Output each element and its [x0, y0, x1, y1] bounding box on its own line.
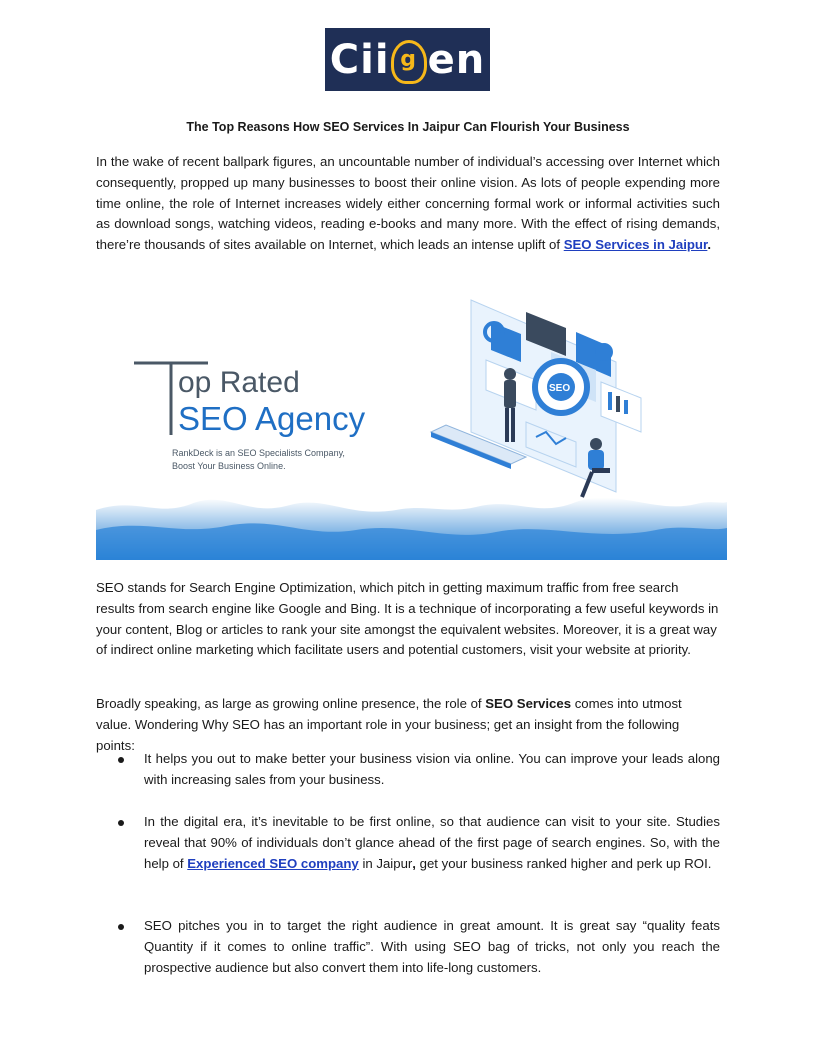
seo-services-bold: SEO Services — [485, 696, 572, 711]
banner-subtitle-line1: RankDeck is an SEO Specialists Company, — [172, 448, 345, 458]
seo-illustration — [431, 300, 641, 497]
banner-heading-line1: op Rated — [178, 366, 300, 399]
list-item — [144, 812, 720, 874]
bullet2-comma: , — [412, 855, 416, 871]
para3-text-pre: Broadly speaking, as large as growing online presence, the role of — [96, 696, 486, 711]
list-item: It helps you out to make better your business vision via online. You can improve your leads along with increasing sales from your business. — [144, 751, 720, 787]
cloud-decoration — [96, 498, 727, 560]
list-item: SEO pitches you in to target the right audience in great amount. It is great say “quality feats Quantity if it comes to online traffic”. With using SEO bag of tricks, not only you reach the prospective audience but also convert them into life-long customers. — [144, 918, 720, 975]
intro-paragraph — [96, 152, 720, 256]
banner-heading — [134, 363, 366, 471]
bullet-marker — [118, 820, 124, 826]
bullet-marker — [118, 757, 124, 763]
seo-badge-label: SEO — [549, 383, 571, 394]
logo-text-post: en — [427, 36, 486, 83]
seo-services-jaipur-link[interactable]: SEO Services in Jaipur — [563, 237, 708, 253]
seo-agency-banner — [96, 292, 727, 560]
para3-text-post: comes into utmost value. Wondering Why SEO has an important role in your business; get an insight from the following points: — [96, 696, 682, 753]
banner-subtitle-line2: Boost Your Business Online. — [172, 461, 286, 471]
seo-importance-paragraph — [96, 694, 720, 756]
experienced-seo-company-link[interactable]: Experienced SEO company — [187, 855, 359, 871]
intro-end: . — [707, 237, 712, 253]
banner-heading-line2: SEO Agency — [178, 400, 366, 437]
seo-definition-paragraph: SEO stands for Search Engine Optimization, which pitch in getting maximum traffic from free search results from search engine like Google and Bing. It is a technique of incorporating a few useful keywords in your content, Blog or articles to rank your site amongst the equivalent websites. Moreover, it is a great way of indirect online marketing which facilitate users and potential customers, visit your website at priority. — [96, 580, 719, 658]
intro-text: In the wake of recent ballpark figures, an uncountable number of individual’s accessing over Internet which consequently, propped up many businesses to boost their online vision. As lots of people expending more time online, the role of Internet increases widely either concerning formal work or informal activities such as download songs, watching videos, reading e-books and many more. With the effect of rising demands, there’re thousands of sites available on Internet, which leads an intense uplift of — [96, 154, 720, 253]
page-title: The Top Reasons How SEO Services In Jaipur Can Flourish Your Business — [186, 120, 630, 134]
logo-text-pre: Cii — [329, 36, 390, 83]
bullet2-text-mid: in Jaipur — [358, 855, 413, 871]
lightbulb-icon: g — [391, 40, 427, 84]
bullet2-text-pre: In the digital era, it’s inevitable to be first online, so that audience can visit to your site. Studies reveal that 90% of individuals don’t glance ahead of the first page of search engines. So, with the help of — [144, 814, 720, 871]
bullet2-text-post: get your business ranked higher and perk up ROI. — [415, 855, 712, 871]
bullet-marker — [118, 924, 124, 930]
ciigen-logo — [325, 28, 490, 91]
